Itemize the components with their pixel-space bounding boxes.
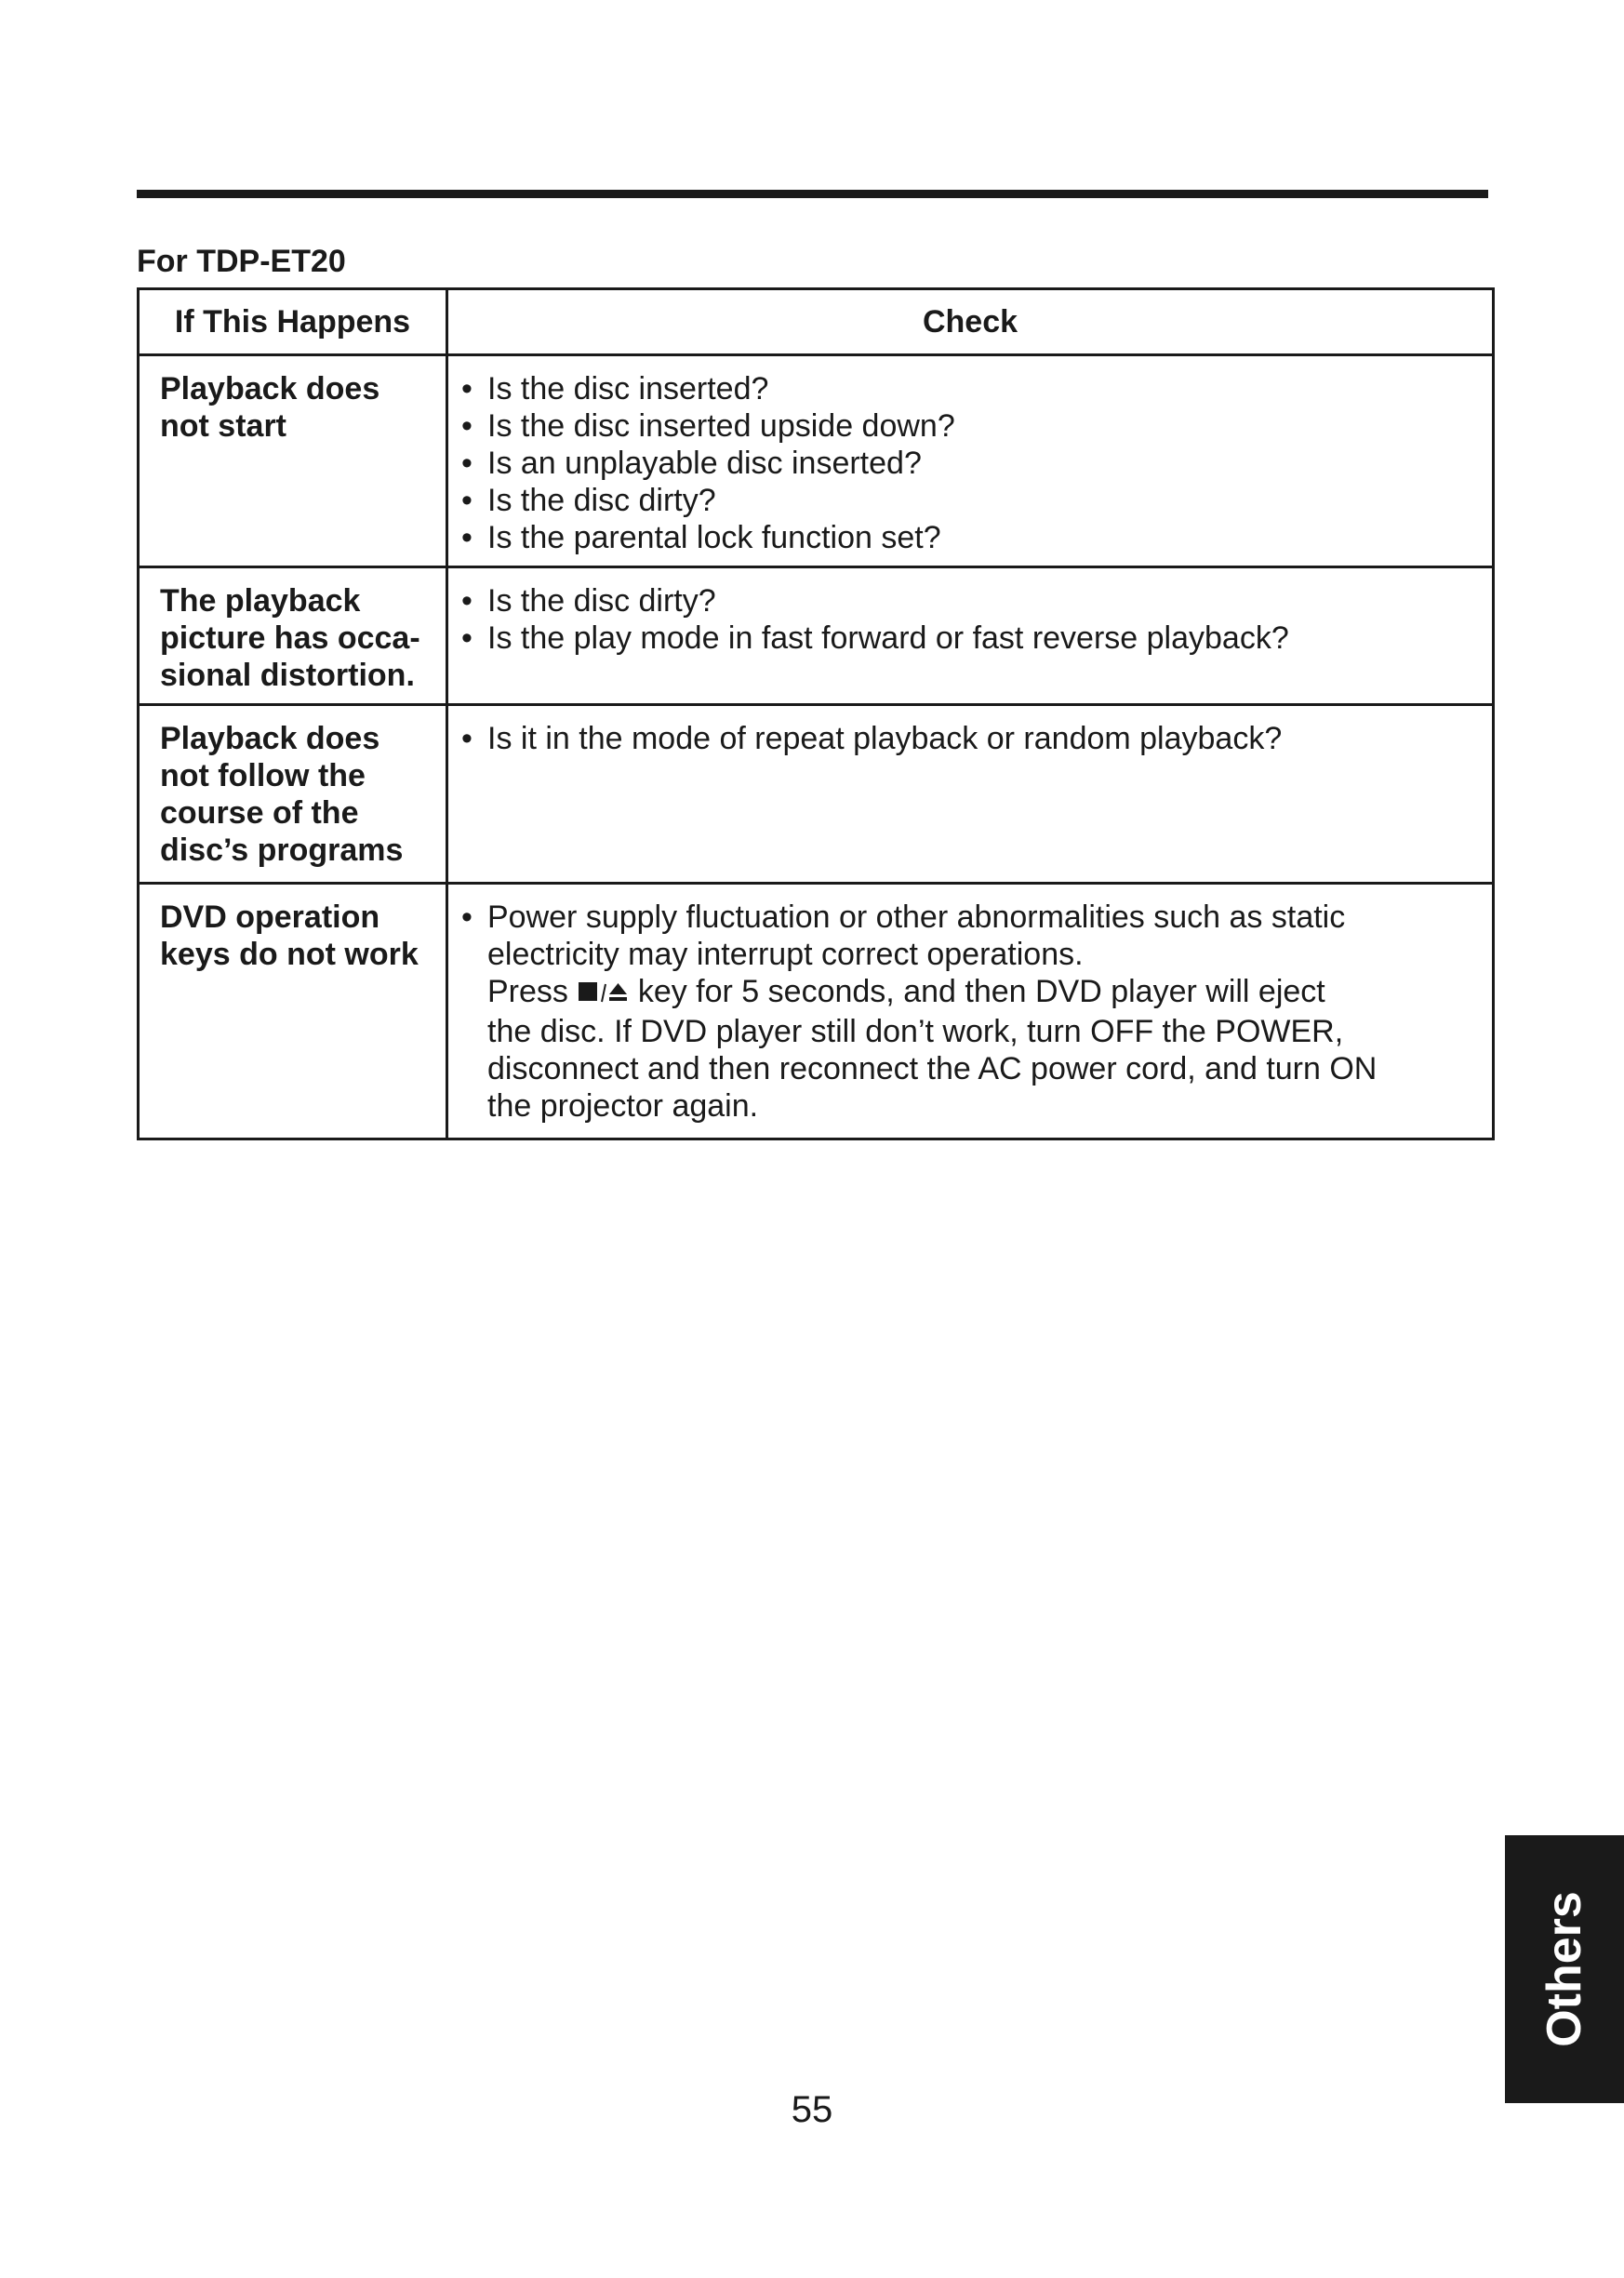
key-instruction: key for 5 seconds, and then DVD player will eject [637, 974, 1325, 1009]
troubleshooting-table-wrap [137, 287, 1492, 1140]
check-item: • Is the disc dirty? [459, 582, 1483, 619]
check-cell [447, 355, 1494, 567]
check-item: • Is the disc inserted? [459, 370, 1483, 407]
table-row [139, 705, 1494, 884]
page-number: 55 [791, 2089, 833, 2130]
press-word: Press [487, 974, 568, 1009]
issue-cell [139, 355, 447, 567]
check-item [459, 899, 1483, 1125]
table-header-row [139, 289, 1494, 355]
side-tab [1505, 1835, 1624, 2103]
issue-line: The playback [160, 583, 361, 619]
section-heading: For TDP-ET20 [137, 244, 346, 279]
check-line: the disc. If DVD player still don’t work, turn OFF the POWER, [487, 1014, 1344, 1049]
column-header-check: Check [447, 289, 1494, 355]
check-item: • Is the parental lock function set? [459, 519, 1483, 556]
check-item: • Is the disc dirty? [459, 482, 1483, 519]
table-row [139, 884, 1494, 1139]
check-list [459, 899, 1483, 1125]
check-cell [447, 705, 1494, 884]
issue-line: not start [160, 408, 286, 444]
check-item: • Is an unplayable disc inserted? [459, 445, 1483, 482]
stop-eject-icon [577, 976, 629, 1013]
issue-cell [139, 705, 447, 884]
table-row [139, 567, 1494, 705]
check-line: disconnect and then reconnect the AC power cord, and turn ON [487, 1051, 1378, 1086]
troubleshooting-table [137, 287, 1495, 1140]
top-rule [137, 190, 1488, 198]
issue-cell [139, 884, 447, 1139]
check-line: • Power supply fluctuation or other abnormalities such as static [487, 899, 1346, 935]
check-list [459, 720, 1483, 757]
issue-line: Playback does [160, 721, 380, 756]
check-line: electricity may interrupt correct operations. [487, 937, 1084, 972]
check-line-press [487, 973, 1483, 1013]
check-cell [447, 884, 1494, 1139]
side-tab-label: Others [1537, 1891, 1591, 2047]
check-list [459, 370, 1483, 556]
column-header-if-this-happens: If This Happens [139, 289, 447, 355]
issue-line: keys do not work [160, 937, 419, 972]
issue-line: sional distortion. [160, 658, 415, 693]
check-line: the projector again. [487, 1088, 759, 1124]
issue-line: picture has occa- [160, 620, 420, 656]
check-item: • Is the play mode in fast forward or fast reverse playback? [459, 619, 1483, 657]
check-list [459, 582, 1483, 657]
issue-line: Playback does [160, 371, 380, 406]
check-item: • Is the disc inserted upside down? [459, 407, 1483, 445]
check-item: • Is it in the mode of repeat playback or random playback? [459, 720, 1483, 757]
check-cell [447, 567, 1494, 705]
issue-line: not follow the [160, 758, 366, 793]
issue-line: course of the [160, 795, 359, 831]
issue-line: disc’s programs [160, 833, 404, 868]
issue-cell [139, 567, 447, 705]
issue-line: DVD operation [160, 899, 380, 935]
table-row [139, 355, 1494, 567]
